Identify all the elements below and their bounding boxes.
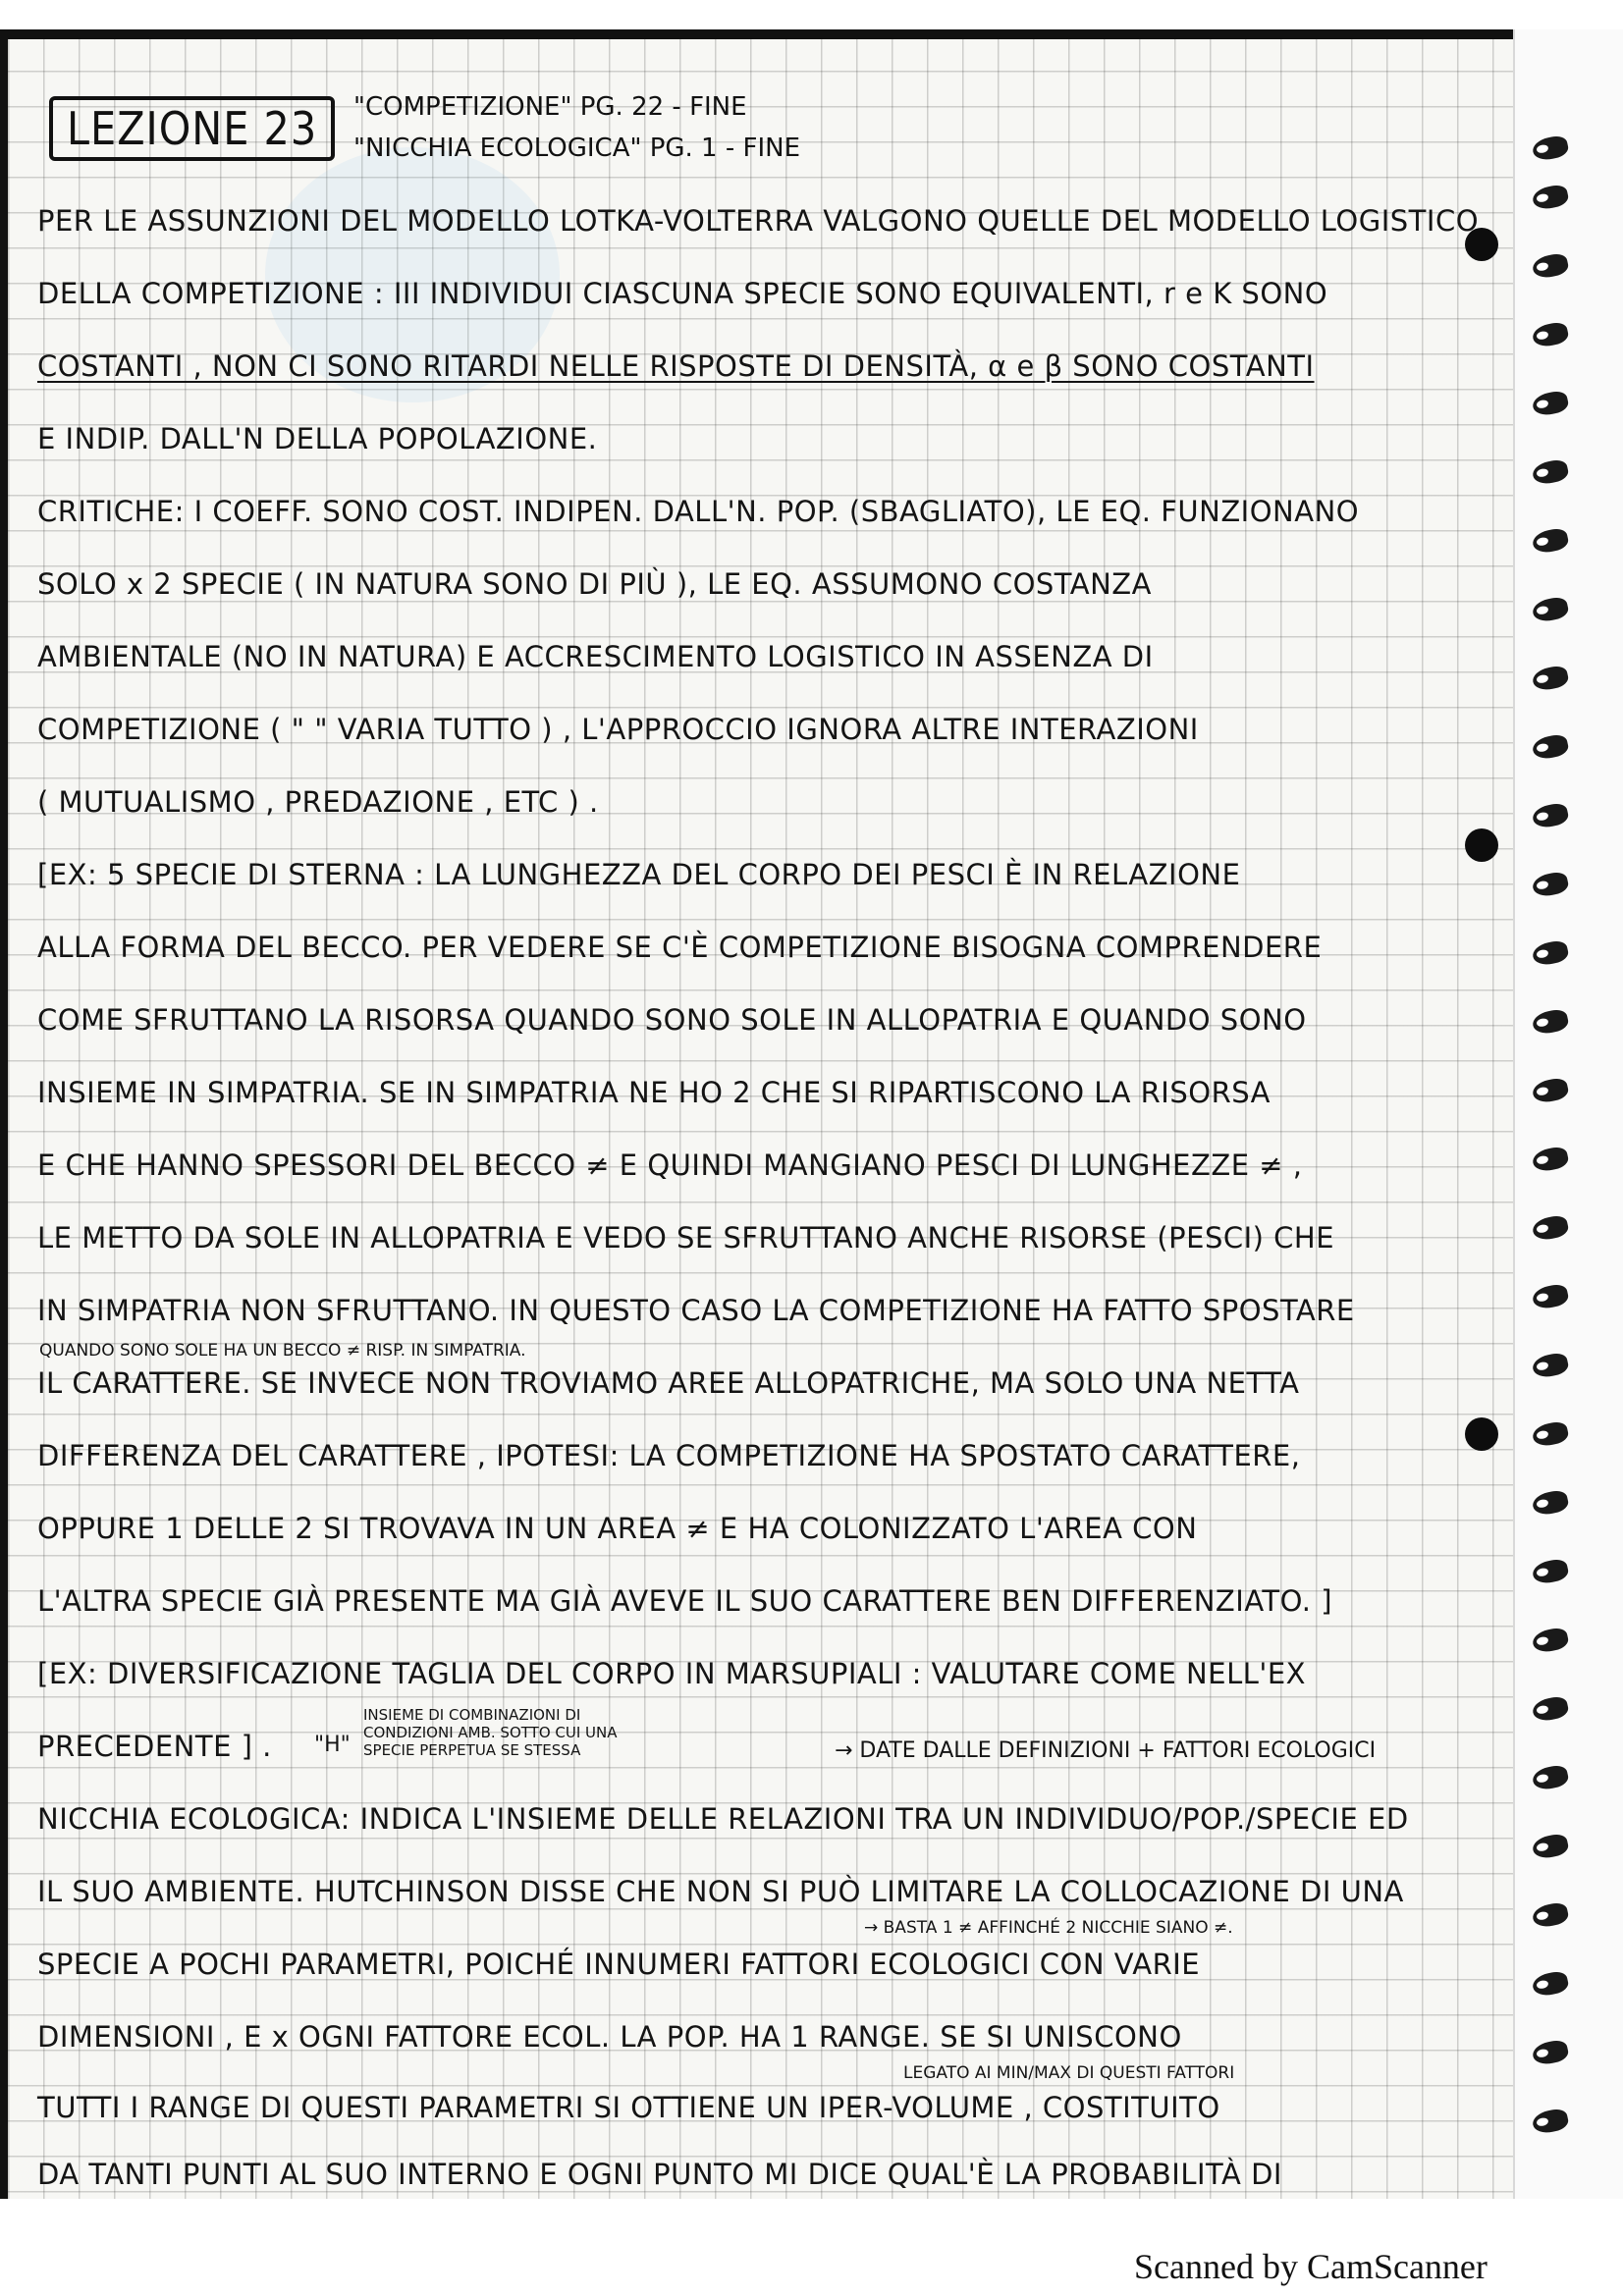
spiral-loop (1531, 320, 1570, 348)
scanner-footer: Scanned by CamScanner (1134, 2247, 1488, 2286)
note-line: OPPURE 1 DELLE 2 SI TROVAVA IN UN AREA ≠ E HA COLONIZZATO L'AREA CON (37, 1512, 1198, 1545)
note-line: TUTTI I RANGE DI QUESTI PARAMETRI SI OTTIENE UN IPER-VOLUME , COSTITUITO (37, 2091, 1220, 2124)
h-label: "H" (314, 1733, 351, 1757)
spiral-loop (1531, 732, 1570, 761)
spiral-loop (1531, 526, 1570, 555)
spiral-binding (1513, 29, 1623, 2199)
spiral-loop (1531, 2107, 1570, 2135)
note-line: L'ALTRA SPECIE GIÀ PRESENTE MA GIÀ AVEVE IL SUO CARATTERE BEN DIFFERENZIATO. ] (37, 1584, 1333, 1618)
spiral-loop (1531, 1488, 1570, 1517)
note-line: AMBIENTALE (NO IN NATURA) E ACCRESCIMENTO LOGISTICO IN ASSENZA DI (37, 640, 1154, 673)
note-line: [EX: DIVERSIFICAZIONE TAGLIA DEL CORPO IN MARSUPIALI : VALUTARE COME NELL'EX (37, 1657, 1307, 1690)
spiral-loop (1531, 938, 1570, 967)
note-line: COSTANTI , NON CI SONO RITARDI NELLE RISPOSTE DI DENSITÀ, α e β SONO COSTANTI (37, 349, 1315, 383)
lesson-title: LEZIONE 23 (49, 96, 335, 161)
niche-note: → BASTA 1 ≠ AFFINCHÉ 2 NICCHIE SIANO ≠. (864, 1918, 1233, 1938)
h-definition-note (363, 1706, 618, 1759)
spiral-loop (1531, 1419, 1570, 1448)
page-left-edge (0, 29, 8, 2199)
spiral-loop (1531, 1213, 1570, 1242)
range-note: LEGATO AI MIN/MAX DI QUESTI FATTORI (903, 2063, 1235, 2083)
spiral-loop (1531, 664, 1570, 692)
note-line: PER LE ASSUNZIONI DEL MODELLO LOTKA-VOLTERRA VALGONO QUELLE DEL MODELLO LOGISTICO (37, 204, 1480, 238)
spiral-loop (1531, 1007, 1570, 1036)
spiral-loop (1531, 595, 1570, 623)
note-line: DA TANTI PUNTI AL SUO INTERNO E OGNI PUNTO MI DICE QUAL'È LA PROBABILITÀ DI (37, 2158, 1282, 2191)
spiral-loop (1531, 1900, 1570, 1929)
spiral-loop (1531, 457, 1570, 486)
note-line: NICCHIA ECOLOGICA: INDICA L'INSIEME DELLE RELAZIONI TRA UN INDIVIDUO/POP./SPECIE ED (37, 1802, 1409, 1836)
note-line: [EX: 5 SPECIE DI STERNA : LA LUNGHEZZA DEL CORPO DEI PESCI È IN RELAZIONE (37, 858, 1241, 891)
reference-line: "COMPETIZIONE" PG. 22 - FINE (353, 92, 747, 122)
note-line: DELLA COMPETIZIONE : III INDIVIDUI CIASCUNA SPECIE SONO EQUIVALENTI, r e K SONO (37, 277, 1328, 310)
note-line: DIFFERENZA DEL CARATTERE , IPOTESI: LA COMPETIZIONE HA SPOSTATO CARATTERE, (37, 1439, 1301, 1472)
spiral-loop (1531, 1969, 1570, 1998)
spiral-loop (1531, 1557, 1570, 1585)
note-line: PRECEDENTE ] . (37, 1730, 272, 1763)
note-line: IL CARATTERE. SE INVECE NON TROVIAMO AREE ALLOPATRICHE, MA SOLO UNA NETTA (37, 1366, 1300, 1400)
note-line: IN SIMPATRIA NON SFRUTTANO. IN QUESTO CASO LA COMPETIZIONE HA FATTO SPOSTARE (37, 1294, 1355, 1327)
definitions-note: → DATE DALLE DEFINIZIONI + FATTORI ECOLOGICI (835, 1738, 1377, 1763)
reference-line: "NICCHIA ECOLOGICA" PG. 1 - FINE (353, 133, 801, 163)
h-note-line: SPECIE PERPETUA SE STESSA (363, 1741, 581, 1759)
lesson-references (353, 86, 800, 169)
spiral-loop (1531, 1832, 1570, 1860)
spiral-loop (1531, 1763, 1570, 1791)
spiral-loop (1531, 1351, 1570, 1379)
note-line: ( MUTUALISMO , PREDAZIONE , ETC ) . (37, 785, 599, 819)
note-line: INSIEME IN SIMPATRIA. SE IN SIMPATRIA NE HO 2 CHE SI RIPARTISCONO LA RISORSA (37, 1076, 1271, 1109)
spiral-loop (1531, 1694, 1570, 1723)
note-line: E CHE HANNO SPESSORI DEL BECCO ≠ E QUINDI MANGIANO PESCI DI LUNGHEZZE ≠ , (37, 1148, 1303, 1182)
note-line: E INDIP. DALL'N DELLA POPOLAZIONE. (37, 422, 598, 455)
note-line: COMPETIZIONE ( " " VARIA TUTTO ) , L'APPROCCIO IGNORA ALTRE INTERAZIONI (37, 713, 1199, 746)
h-note-line: INSIEME DI COMBINAZIONI DI (363, 1706, 581, 1724)
spiral-loop (1531, 133, 1570, 162)
note-line: LE METTO DA SOLE IN ALLOPATRIA E VEDO SE SFRUTTANO ANCHE RISORSE (PESCI) CHE (37, 1221, 1335, 1255)
spiral-loop (1531, 1076, 1570, 1104)
spiral-loop (1531, 1282, 1570, 1310)
note-line: COME SFRUTTANO LA RISORSA QUANDO SONO SOLE IN ALLOPATRIA E QUANDO SONO (37, 1003, 1307, 1037)
note-line: IL SUO AMBIENTE. HUTCHINSON DISSE CHE NON SI PUÒ LIMITARE LA COLLOCAZIONE DI UNA (37, 1875, 1404, 1908)
note-line: SOLO x 2 SPECIE ( IN NATURA SONO DI PIÙ ), LE EQ. ASSUMONO COSTANZA (37, 567, 1153, 601)
spiral-loop (1531, 870, 1570, 898)
note-line: DIMENSIONI , E x OGNI FATTORE ECOL. LA POP. HA 1 RANGE. SE SI UNISCONO (37, 2020, 1182, 2054)
h-note-line: CONDIZIONI AMB. SOTTO CUI UNA (363, 1724, 618, 1741)
spiral-loop (1531, 2038, 1570, 2066)
spiral-loop (1531, 251, 1570, 280)
spiral-loop (1531, 1145, 1570, 1173)
note-line: SPECIE A POCHI PARAMETRI, POICHÉ INNUMERI FATTORI ECOLOGICI CON VARIE (37, 1948, 1201, 1981)
spiral-loop (1531, 389, 1570, 417)
spiral-loop (1531, 183, 1570, 211)
spiral-loop (1531, 801, 1570, 829)
note-line: CRITICHE: I COEFF. SONO COST. INDIPEN. DALL'N. POP. (SBAGLIATO), LE EQ. FUNZIONANO (37, 495, 1360, 528)
spiral-loop (1531, 1626, 1570, 1654)
handwritten-notes (20, 29, 1492, 2199)
note-line: ALLA FORMA DEL BECCO. PER VEDERE SE C'È COMPETIZIONE BISOGNA COMPRENDERE (37, 931, 1323, 964)
margin-note: QUANDO SONO SOLE HA UN BECCO ≠ RISP. IN SIMPATRIA. (39, 1341, 526, 1361)
